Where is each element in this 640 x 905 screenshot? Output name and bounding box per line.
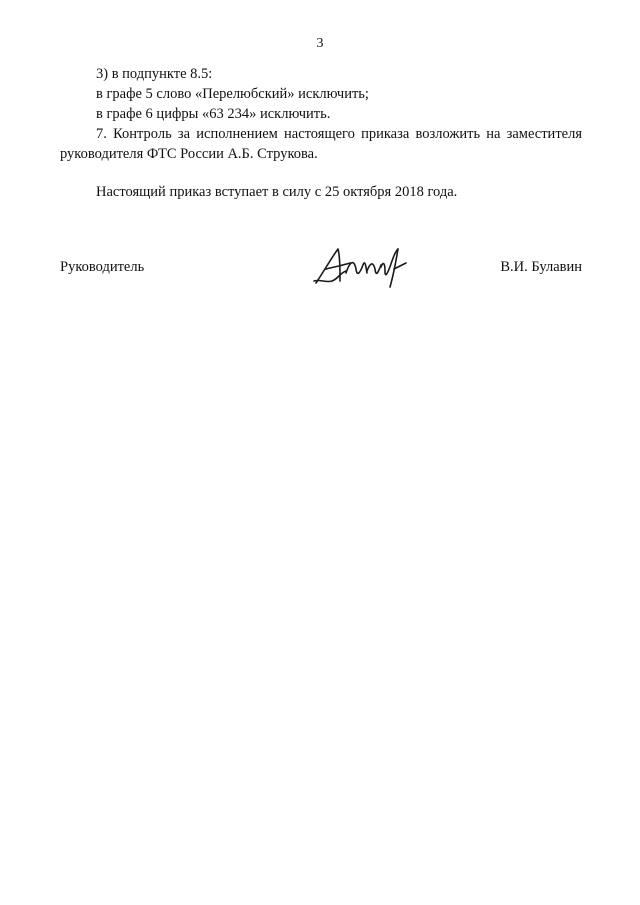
document-body [60,64,582,164]
paragraph-effective-date: Настоящий приказ вступает в силу с 25 октября 2018 года. [96,184,458,200]
effective-date-block [60,182,582,202]
paragraph-7-line-2: руководителя ФТС России А.Б. Струкова. [60,146,318,162]
handwritten-signature [310,243,410,293]
paragraph-column-5: в графе 5 слово «Перелюбский» исключить; [96,86,369,102]
paragraph-7-line-1: 7. Контроль за исполнением настоящего приказа возложить на заместителя [96,126,582,142]
page-number: 3 [316,36,324,51]
paragraph-subpoint-3: 3) в подпункте 8.5: [96,66,213,82]
signer-title: Руководитель [60,259,145,275]
signature-block [60,255,582,295]
signer-name: В.И. Булавин [500,259,582,275]
paragraph-column-6: в графе 6 цифры «63 234» исключить. [96,106,331,122]
